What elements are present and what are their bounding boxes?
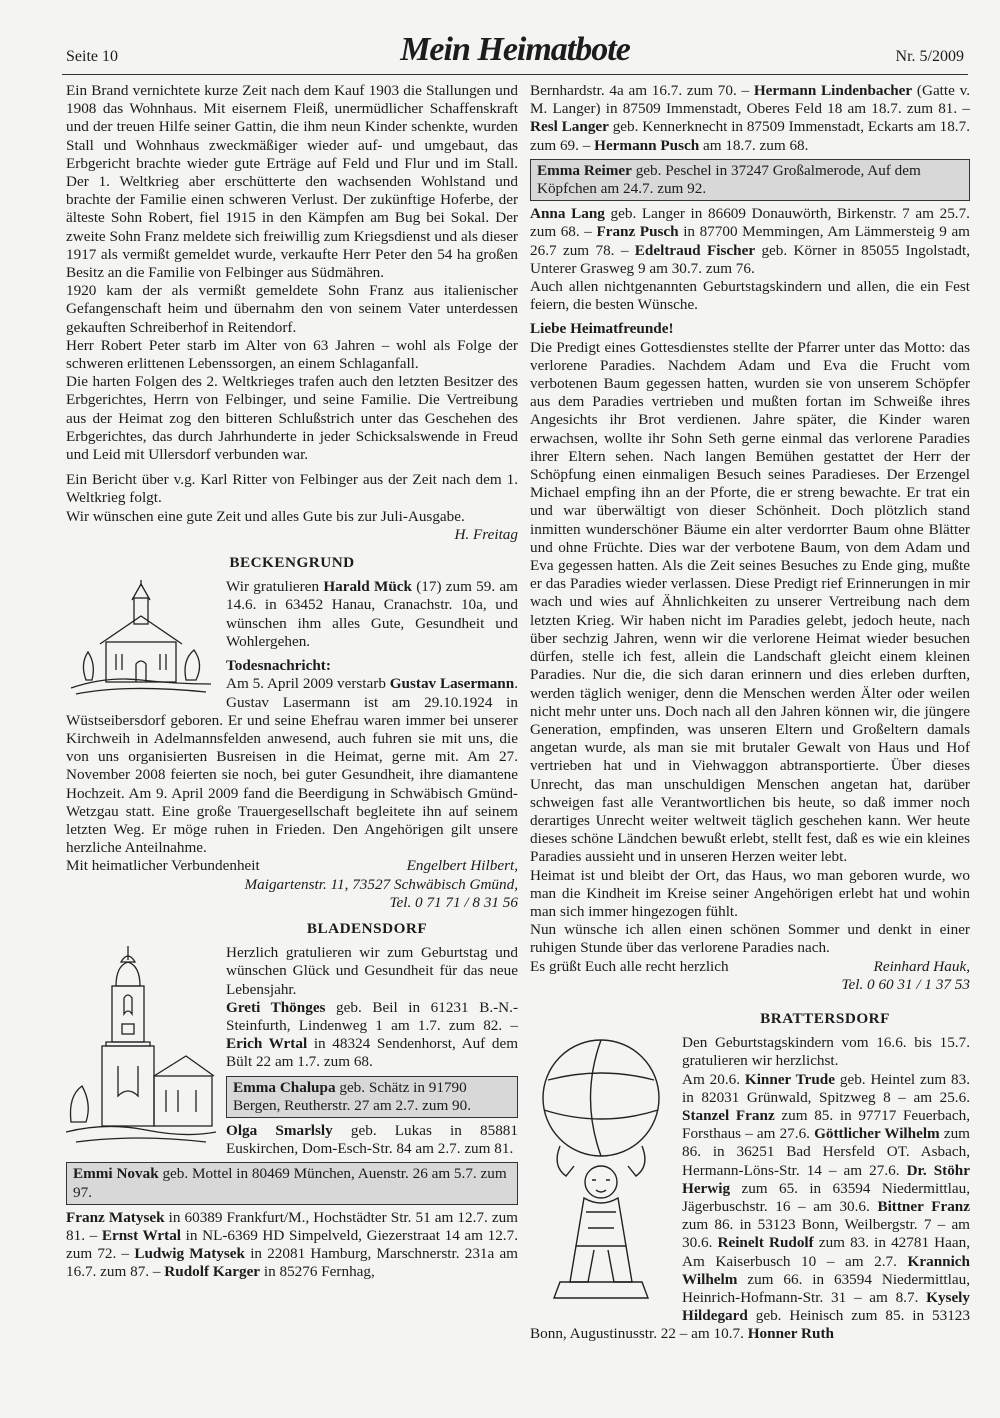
letter-heading: Liebe Heimatfreunde! <box>530 320 674 338</box>
article-paragraph: Ein Bericht über v.g. Karl Ritter von Felbinger aus der Zeit nach dem 1. Weltkrieg folgt. <box>66 471 518 507</box>
greeting-text: Wir gratulieren Harald Mück (17) zum 59. am 14.6. in 63452 Hanau, Cranachstr. 10a, und wünschen ihm alles Gute, Gesundheit und Wohlergehen. <box>226 578 518 650</box>
intro-text: Herzlich gratulieren wir zum Geburtstag und wünschen Glück und Gesundheit für das neue Lebensjahr. <box>226 944 518 998</box>
highlight-box: Emma Chalupa geb. Schätz in 91790 Bergen, Reutherstr. 27 am 2.7. zum 90. <box>226 1076 518 1118</box>
article-paragraph: Ein Brand vernichtete kurze Zeit nach dem Kauf 1903 die Stallungen und 1908 das Wohnhaus. Mit eisernem Fleiß, unermüdlicher Schaffenskraft und der treuen Hilfe seiner Gattin, die ihm neun Kinder schenkte, wurden Stall und Wohnhaus zweckmäßiger wieder auf- und umgebaut, das Erbgericht brachte wieder gute Erträge auf Feld und Flur und im Stall. Der 1. Weltkrieg aber erschütterte den wachsenden Wohlstand und brachte der Familie einen schweren Verlust. Der zukünftige Hoferbe, der älteste Sohn Robert, fiel 1915 in den Kämpfen am Bug bei Sokal. Der zweite Sohn Franz meldete sich freiwillig zum Kriegsdienst und als dieser 1917 als vermißt gemeldet wurde, verkaufte Herr Peter den 54 ha großen Besitz an die Familie von Felbinger aus Südmähren. <box>66 82 518 282</box>
article-paragraph: Wir wünschen eine gute Zeit und alles Gute bis zur Juli-Ausgabe. <box>66 507 465 525</box>
obituary-heading: Todesnachricht: <box>226 657 331 675</box>
article-paragraph: 1920 kam der als vermißt gemeldete Sohn Franz aus italienischer Gefangenschaft heim und übernahm den von seinem Vater unterdessen gekauften Schreiberhof in Reitendorf. <box>66 282 518 336</box>
bladensdorf-section <box>66 944 518 1281</box>
intro-text: Den Geburtstagskindern vom 16.6. bis 15.7. gratulieren wir herzlichst. <box>682 1034 970 1070</box>
person-name: Harald Mück <box>323 578 412 596</box>
chapel-illustration <box>66 580 216 700</box>
atlas-statue-illustration <box>530 1036 672 1306</box>
birthday-entry: Olga Smarlsly geb. Lukas in 85881 Euskirchen, Dom-Esch-Str. 84 am 2.7. zum 81. <box>226 1121 518 1158</box>
birthday-list: Am 20.6. Kinner Trude geb. Heintel zum 83. in 82031 Grünwald, Spitzweg 8 – am 25.6. Stanzel Franz zum 85. in 97717 Feuerbach, Forsthaus – am 27.6. Göttlicher Wilhelm zum 86. in 36251 Bad Hersfeld OT. Asbach, Hermann-Löns-Str. 14 – am 27.6. Dr. Stöhr Herwig zum 65. in 63594 Niedermittlau, Jägerbuschstr. 16 – am 30.6. Bittner Franz zum 86. in 53123 Bonn, Weilbergstr. 7 – am 30.6. Reinelt Rudolf zum 83. in 42781 Haan, Am Kaiserbusch 10 – am 2.7. Krannich Wilhelm zum 66. in 63594 Niedermittlau, Heinrich-Hofmann-Str. 31 – am 8.7. Kysely Hildegard geb. Heinisch zum 85. in 53123 Bonn, Augustinusstr. 22 – am 10.7. Honner Ruth <box>530 1070 971 1343</box>
article-paragraph: Die harten Folgen des 2. Weltkrieges trafen auch den letzten Besitzer des Erbgerichtes, Herrn von Felbinger, und seine Familie. Die Vertreibung aus der Heimat zog den bitteren Schlußstrich unter das Geschehen des Erbgerichtes, das durch Jahrhunderte in jeder Schicksalswende in Freud und Leid mit Ullersdorf verbunden war. <box>66 373 518 464</box>
masthead-title: Mein Heimatbote <box>400 31 630 68</box>
highlight-box: Emma Reimer geb. Peschel in 37247 Großalmerode, Auf dem Köpfchen am 24.7. zum 92. <box>530 159 970 201</box>
letter-paragraph: Nun wünsche ich allen einen schönen Sommer und denkt in einer ruhigen Stunde über das verlorene Paradies nach. <box>530 921 970 957</box>
obituary-text: Am 5. April 2009 verstarb Gustav Lasermann. Gustav Lasermann ist am 29.10.1924 in Wüstseibersdorf geboren. Er und seine Ehefrau waren immer bei unserer Kirchweih in Adelmannsfelden anwesend, auch fuhren sie mit uns, die von uns organisierten Busreisen in die Heimat, gerne mit. Am 27. November 2008 feierten sie noch, bei guter Gesundheit, ihre diamantene Hochzeit. Am 9. April 2009 fand die Beerdigung in Schwäbisch Gmünd-Wetzgau statt. Eine große Trauergesellschaft begleitete ihn auf seinem letzten Weg. Er möge ruhen in Frieden. Den Angehörigen gilt unsere herzliche Anteilnahme. <box>66 675 518 857</box>
birthday-entry: Bernhardstr. 4a am 16.7. zum 70. – Hermann Lindenbacher (Gatte v. M. Langer) in 87509 Immenstadt, Oberes Feld 18 am 18.7. zum 81. – Resl Langer geb. Kennerknecht in 87509 Immenstadt, Eckarts am 18.7. zum 69. – Hermann Pusch am 18.7. zum 68. <box>530 82 971 154</box>
person-name: Gustav Lasermann <box>389 675 515 693</box>
signature-phone: Tel. 0 71 71 / 8 31 56 <box>389 893 518 911</box>
left-column <box>66 82 518 1282</box>
birthday-entry: Anna Lang geb. Langer in 86609 Donauwörth, Birkenstr. 7 am 25.7. zum 68. – Franz Pusch in 87700 Memmingen, Am Lämmersteig 9 am 26.7 zum 78. – Edeltraud Fischer geb. Körner in 85055 Ingolstadt, Unterer Grasweg 9 am 30.7. zum 76. <box>530 205 970 277</box>
church-illustration <box>66 946 216 1146</box>
closing-line: Mit heimatlicher Verbundenheit Engelbert Hilbert, <box>66 857 518 875</box>
right-column <box>530 82 970 1344</box>
letter-paragraph: Die Predigt eines Gottesdienstes stellte der Pfarrer unter das Motto: das verlorene Paradies. Nachdem Adam und Eva die Frucht vom verbotenen Baum gegessen hatten, wurden sie von unserem Schöpfer aus dem Paradies vertrieben und mußten fortan im Schweiße ihres Angesichts ihr Brot verdienen. Jahre später, die Kinder waren erwachsen, wollte ihr Sohn Seth gerne einmal das verlorene Paradies ihrer Eltern sehen. Nach langen Bemühen gestattet der Herr der Schöpfung einen einmaligen Besuch seines Paradieses. Der Erzengel Michael empfing ihn an der Pforte, die er streng bewachte. Er trat ein und war überwältigt von dieser Schönheit. Doch plötzlich stand inmitten wunderschöner Bäume ein alter verdorrter Baum ohne Blätter und ohne Früchte. Dies war der verbotene Baum, von dem Adam und Eva gegessen hatten. Als die Zeit seines Besuches zu Ende ging, mußte er das Paradies wieder verlassen. Diese Predigt rief Erinnerungen in mir wach und wies auf Ähnlichkeiten zu unserer Vertreibung nach dem letzten Krieg. Wir haben nicht im Paradies gelebt, jedoch heute, nach über sechzig Jahren, wenn wir die verlorene Heimat wieder besuchen dürfen, stelle ich fest, allein die Landschaft gleicht einem kleinen Paradies. Nur die, die sich daran erinnern und dies erleben durften, werden täglich weniger, denn die Menschen werden Älter oder weilen nicht mehr unter uns. Doch nach all den Jahren können wir, die jüngere Generation, empfinden, was unseren Eltern und Großeltern damals angetan wurde, als man sie mit brutaler Gewalt von Haus und Hof vertrieben hat und in Viehwaggon abtransportierte. Über dieses Unrecht, das man unschuldigen Menschen angetan hat, darüber schweigen fast alle Verantwortlichen bis heute, so daß immer noch derartiges Unrecht weiter weltweit täglich geschehen kann. Wer heute dieses schöne Ländchen bewußt erlebt, stellt fest, daß es wie ein kleines Paradies aussieht und in unseren Herzen weiter lebt. <box>530 338 970 866</box>
closing-line: Es grüßt Euch alle recht herzlich Reinhard Hauk, <box>530 957 970 975</box>
signature: H. Freitag <box>454 525 518 543</box>
highlight-box: Emmi Novak geb. Mottel in 80469 München, Auenstr. 26 am 5.7. zum 97. <box>66 1162 518 1204</box>
section-heading-bladensdorf: BLADENSDORF <box>306 919 428 937</box>
page-number: Seite 10 <box>66 48 118 65</box>
section-heading-brattersdorf: BRATTERSDORF <box>760 1009 890 1027</box>
article-paragraph: Herr Robert Peter starb im Alter von 63 Jahren – wohl als Folge der schweren erlittenen Lebenssorgen, an einem Schlaganfall. <box>66 336 518 373</box>
wishes-text: Auch allen nichtgenannten Geburtstagskindern und allen, die ein Fest feiern, die besten Wünsche. <box>530 278 970 314</box>
signature-phone: Tel. 0 60 31 / 1 37 53 <box>841 975 970 993</box>
birthday-entry: Franz Matysek in 60389 Frankfurt/M., Hochstädter Str. 51 am 12.7. zum 81. – Ernst Wrtal in NL-6369 HD Simpelveld, Giezerstraat 14 am 12.7. zum 72. – Ludwig Matysek in 22081 Hamburg, Marschnerstr. 231a am 16.7. zum 87. – Rudolf Karger in 85276 Fernhag, <box>66 1208 518 1281</box>
page-header <box>62 30 968 75</box>
brattersdorf-section <box>530 1034 970 1343</box>
issue-number: Nr. 5/2009 <box>895 48 964 65</box>
beckengrund-section <box>66 578 518 912</box>
signature-address: Maigartenstr. 11, 73527 Schwäbisch Gmünd, <box>244 875 518 893</box>
letter-paragraph: Heimat ist und bleibt der Ort, das Haus, wo man geboren wurde, wo man die Kindheit im Kreise seiner Angehörigen erlebt hat und wohin man sich immer hingezogen fühlt. <box>530 866 970 920</box>
section-heading-beckengrund: BECKENGRUND <box>229 554 355 572</box>
birthday-entry: Greti Thönges geb. Beil in 61231 B.-N.-Steinfurth, Lindenweg 1 am 1.7. zum 82. – Erich Wrtal in 48324 Sendenhorst, Auf dem Bült 22 am 1.7. zum 68. <box>226 998 519 1071</box>
